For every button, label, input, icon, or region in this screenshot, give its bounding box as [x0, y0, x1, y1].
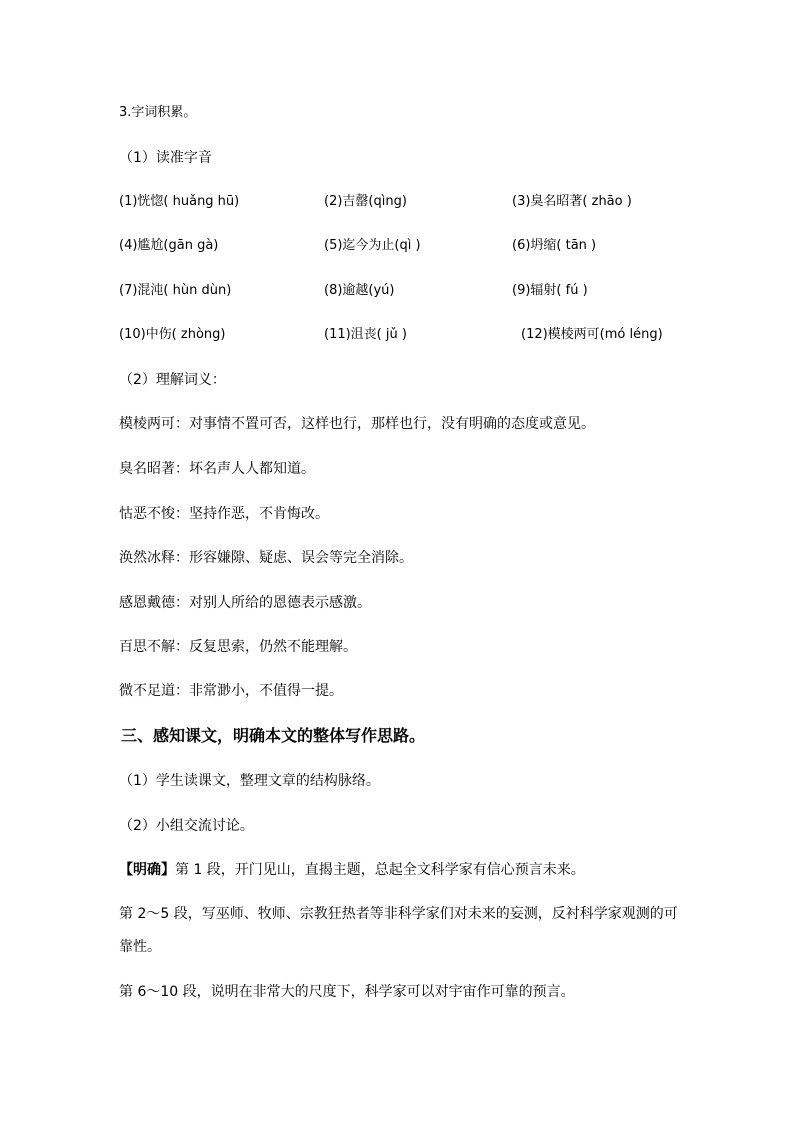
clarify-label: 【明确】 [119, 862, 175, 878]
clarify-text: 第 1 段，开门见山，直揭主题，总起全文科学家有信心预言未来。 [175, 862, 585, 878]
part-3-item-2: （2）小组交流讨论。 [119, 818, 254, 834]
paragraph-2-5-line-2: 靠性。 [119, 939, 161, 955]
pronunciation-row-4 [119, 325, 679, 345]
pronunciation-item: (7)混沌( hùn dùn) [119, 283, 232, 298]
definition-item: 感恩戴德：对别人所给的恩德表示感激。 [119, 595, 371, 611]
pronunciation-item: (1)恍惚( huǎng hū) [119, 194, 240, 209]
pronunciation-item: (9)辐射( fú ) [512, 283, 588, 298]
pronunciation-item: (8)逾越(yú) [324, 283, 395, 298]
pronunciation-item: (10)中伤( zhòng) [119, 327, 226, 342]
pronunciation-item: (3)臭名昭著( zhāo ) [512, 194, 632, 209]
subsection-2-title: （2）理解词义： [119, 372, 226, 388]
definition-item: 模棱两可：对事情不置可否，这样也行，那样也行，没有明确的态度或意见。 [119, 416, 595, 432]
pronunciation-item: (6)坍缩( tān ) [512, 238, 597, 253]
definition-item: 涣然冰释：形容嫌隙、疑虑、误会等完全消除。 [119, 550, 413, 566]
definition-item: 怙恶不悛：坚持作恶，不肯悔改。 [119, 506, 329, 522]
pronunciation-item: (5)迄今为止(qì ) [324, 238, 421, 253]
pronunciation-item: (12)模棱两可(mó léng) [521, 327, 663, 342]
pronunciation-item: (2)吉罄(qìng) [324, 194, 407, 209]
paragraph-6-10: 第 6～10 段，说明在非常大的尺度下，科学家可以对宇宙作可靠的预言。 [119, 984, 575, 1000]
part-3-item-1: （1）学生读课文，整理文章的结构脉络。 [119, 773, 380, 789]
part-3-heading: 三、感知课文，明确本文的整体写作思路。 [121, 726, 426, 745]
pronunciation-row-3 [119, 281, 679, 301]
pronunciation-item: (11)沮丧( jǔ ) [324, 327, 407, 342]
section-3-title: 3.字词积累。 [119, 105, 197, 120]
pronunciation-item: (4)尴尬(gān gà) [119, 238, 219, 253]
subsection-1-title: （1）读准字音 [119, 150, 212, 166]
definition-item: 臭名昭著：坏名声人人都知道。 [119, 461, 315, 477]
pronunciation-row-1 [119, 192, 679, 212]
definition-item: 微不足道：非常渺小，不值得一提。 [119, 683, 343, 699]
paragraph-2-5-line-1: 第 2～5 段，写巫师、牧师、宗教狂热者等非科学家们对未来的妄测，反衬科学家观测的可 [119, 906, 678, 922]
pronunciation-row-2 [119, 236, 679, 256]
definition-item: 百思不解：反复思索，仍然不能理解。 [119, 639, 357, 655]
clarify-paragraph [119, 860, 585, 880]
